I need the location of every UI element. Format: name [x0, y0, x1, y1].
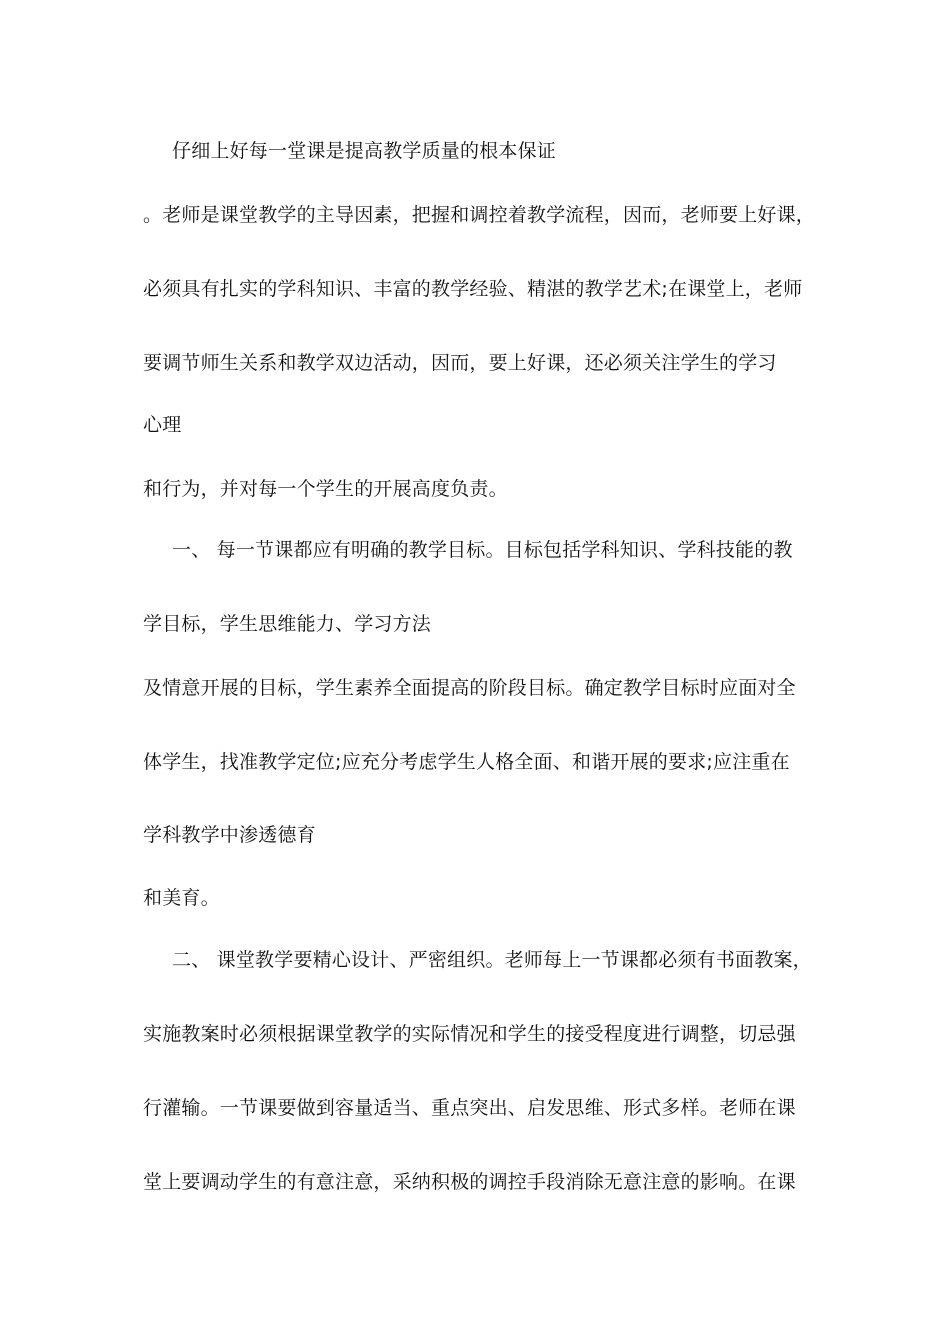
- text-line: 及情意开展的目标，学生素养全面提高的阶段目标。确定教学目标时应面对全: [143, 677, 796, 699]
- text-line: 和行为，并对每一个学生的开展高度负责。: [143, 478, 508, 500]
- text-line: 仔细上好每一堂课是提高教学质量的根本保证: [172, 140, 557, 162]
- text-line: 学科教学中渗透德育: [143, 824, 316, 846]
- text-line: 必须具有扎实的学科知识、丰富的教学经验、精湛的教学艺术;在课堂上，老师: [143, 278, 803, 300]
- text-line: 行灌输。一节课要做到容量适当、重点突出、启发思维、形式多样。老师在课: [143, 1097, 796, 1119]
- text-line: 心理: [143, 414, 182, 436]
- section-heading-line: 一、 每一节课都应有明确的教学目标。目标包括学科知识、学科技能的教: [172, 539, 793, 561]
- text-line: 实施教案时必须根据课堂教学的实际情况和学生的接受程度进行调整，切忌强: [143, 1023, 796, 1045]
- text-line: 体学生，找准教学定位;应充分考虑学生人格全面、和谐开展的要求;应注重在: [143, 751, 790, 773]
- text-line: 学目标，学生思维能力、学习方法: [143, 613, 432, 635]
- text-line: 和美育。: [143, 887, 220, 909]
- section-heading-line: 二、 课堂教学要精心设计、严密组织。老师每上一节课都必须有书面教案，: [172, 949, 812, 971]
- text-line: 堂上要调动学生的有意注意，采纳积极的调控手段消除无意注意的影响。在课: [143, 1171, 796, 1193]
- text-line: 要调节师生关系和教学双边活动，因而，要上好课，还必须关注学生的学习: [143, 352, 777, 374]
- text-line: 。老师是课堂教学的主导因素，把握和调控着教学流程，因而，老师要上好课，: [143, 204, 816, 226]
